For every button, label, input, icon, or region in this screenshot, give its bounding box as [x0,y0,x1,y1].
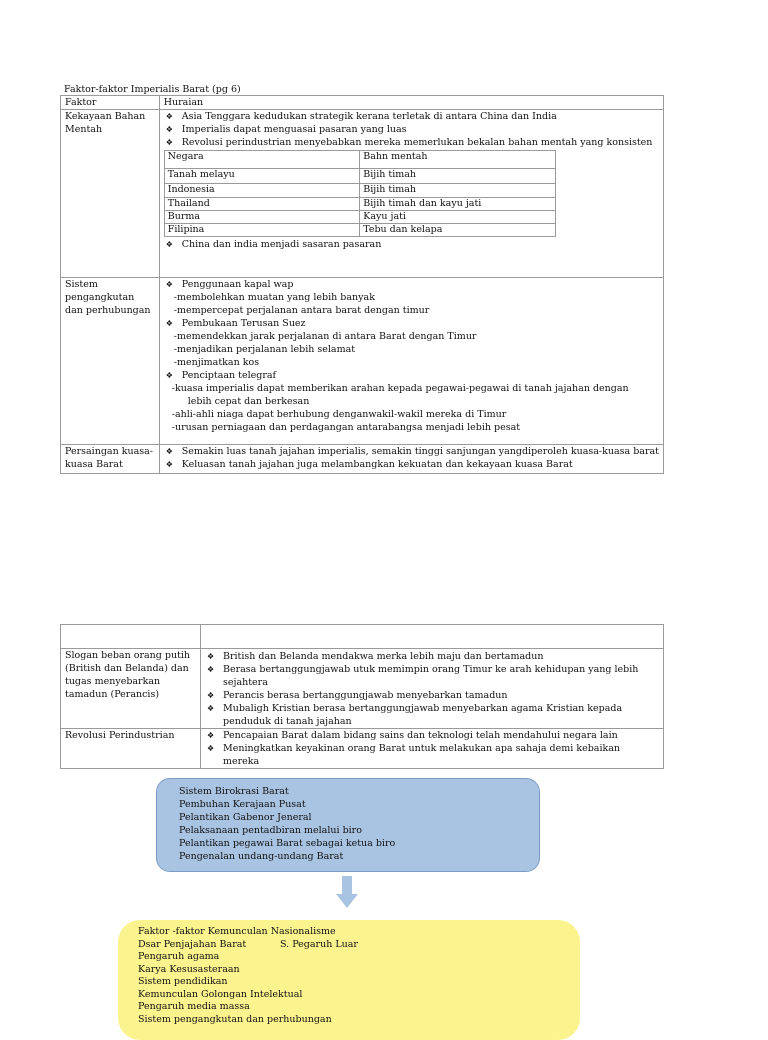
bullet-item: ❖ Revolusi perindustrian menyebabkan mereka memerlukan bekalan bahan mentah yang konsisten [164,136,659,149]
inner-cell-negara: Indonesia [164,184,360,198]
inner-cell-bahan: Bijih timah [360,184,556,198]
birokrasi-line: Pembuhan Kerajaan Pusat [179,799,306,810]
inner-cell-negara: Tanah melayu [164,169,360,184]
nasionalisme-title: Faktor -faktor Kemunculan Nasionalisme [138,926,336,937]
nasionalisme-item: Kemunculan Golongan Intelektual [138,988,303,1000]
birokrasi-box [156,778,540,872]
sub-item: -kuasa imperialis dapat memberikan arahan kepada pegawai-pegawai di tanah jajahan dengan [171,383,629,394]
inner-row [164,211,555,224]
bullet-item: ❖ Keluasan tanah jajahan juga melambangkan kekuatan dan kekayaan kuasa Barat [164,458,659,471]
header-faktor: Faktor [61,96,160,110]
nasionalisme-box [118,920,580,1040]
inner-cell-negara: Burma [164,211,360,224]
birokrasi-line: Pelantikan Gabenor Jeneral [179,812,312,823]
sub-item: -urusan perniagaan dan perdagangan antarabangsa menjadi lebih pesat [171,422,521,433]
huraian-persaingan [159,445,663,474]
bullet-item: ❖ Pencapaian Barat dalam bidang sains dan teknologi telah mendahului negara lain [205,729,659,742]
bullet-item: ❖ Berasa bertanggungjawab utuk memimpin orang Timur ke arah kehidupan yang lebih sejahtera [205,663,659,689]
bullet-item: ❖ Semakin luas tanah jajahan imperialis, semakin tinggi sanjungan yangdiperoleh kuasa-kuasa barat [164,445,659,458]
table-header-row [61,96,664,110]
birokrasi-line: Sistem Birokrasi Barat [179,786,289,797]
bullet-item: ❖ Perancis berasa bertanggungjawab menyebarkan tamadun [205,689,659,702]
inner-cell-bahan: Kayu jati [360,211,556,224]
faktor-revolusi: Revolusi Perindustrian [61,729,201,769]
nasionalisme-item: Karya Kesusasteraan [138,963,240,975]
bullet-item: ❖ Penciptaan telegraf [164,369,659,382]
inner-row [164,169,555,184]
faktor-pengangkutan: Sistem pengangkutan dan perhubungan [61,278,160,445]
inner-cell-bahan: Tebu dan kelapa [360,224,556,237]
raw-materials-table [164,150,556,237]
bullet-item: ❖ Imperialis dapat menguasai pasaran yang luas [164,123,659,136]
down-arrow-icon [336,876,358,908]
inner-row [164,224,555,237]
sub-item: -menjadikan perjalanan lebih selamat [173,344,356,355]
table-row-persaingan [61,445,664,474]
huraian-kekayaan [159,110,663,278]
birokrasi-line: Pengenalan undang-undang Barat [179,851,344,862]
nasionalisme-item: Pengaruh media massa [138,1001,250,1012]
inner-cell-bahan: Bijih timah [360,169,556,184]
inner-header-negara: Negara [164,151,360,169]
birokrasi-line: Pelantikan pegawai Barat sebagai ketua biro [179,838,396,849]
nasionalisme-line-right: S. Pegaruh Luar [280,938,358,950]
empty-cell [201,625,664,649]
empty-header-row [61,625,664,649]
table-row-kekayaan [61,110,664,278]
imperialism-factors-table-continued [60,624,664,769]
bullet-item: ❖ Meningkatkan keyakinan orang Barat untuk melakukan apa sahaja demi kebaikan mereka [205,742,659,768]
empty-cell [61,625,201,649]
table-row-revolusi [61,729,664,769]
document-caption: Faktor-faktor Imperialis Barat (pg 6) [64,84,241,95]
bullet-item: ❖ China dan india menjadi sasaran pasaran [164,238,659,251]
table-row-pengangkutan [61,278,664,445]
sub-item: -mempercepat perjalanan antara barat dengan timur [173,305,430,316]
sub-item: lebih cepat dan berkesan [187,396,310,407]
huraian-pengangkutan [159,278,663,445]
nasionalisme-item: Pengaruh agama [138,951,220,962]
inner-row [164,198,555,211]
huraian-revolusi [201,729,664,769]
huraian-slogan [201,649,664,729]
sub-item: -ahli-ahli niaga dapat berhubung denganwakil-wakil mereka di Timur [171,409,507,420]
nasionalisme-line-left: Dsar Penjajahan Barat [138,938,247,950]
inner-row [164,184,555,198]
sub-item: -menjimatkan kos [173,357,260,368]
inner-header-row [164,151,555,169]
inner-cell-negara: Filipina [164,224,360,237]
bullet-item: ❖ British dan Belanda mendakwa merka lebih maju dan bertamadun [205,650,659,663]
nasionalisme-item: Sistem pengangkutan dan perhubungan [138,1013,332,1025]
bullet-item: ❖ Mubaligh Kristian berasa bertanggungjawab menyebarkan agama Kristian kepada penduduk di tanah jajahan [205,702,659,728]
sub-item: -memendekkan jarak perjalanan di antara Barat dengan Timur [173,331,477,342]
inner-cell-bahan: Bijih timah dan kayu jati [360,198,556,211]
imperialism-factors-table [60,95,664,474]
bullet-item: ❖ Asia Tenggara kedudukan strategik kerana terletak di antara China dan India [164,110,659,123]
nasionalisme-line [138,939,580,952]
birokrasi-line: Pelaksanaan pentadbiran melalui biro [179,825,362,836]
faktor-slogan: Slogan beban orang putih (British dan Belanda) dan tugas menyebarkan tamadun (Perancis) [61,649,201,729]
faktor-kekayaan: Kekayaan Bahan Mentah [61,110,160,278]
nasionalisme-item: Sistem pendidikan [138,976,228,987]
faktor-persaingan: Persaingan kuasa-kuasa Barat [61,445,160,474]
bullet-item: ❖ Pembukaan Terusan Suez [164,317,659,330]
inner-cell-negara: Thailand [164,198,360,211]
header-huraian: Huraian [159,96,663,110]
inner-header-bahan: Bahn mentah [360,151,556,169]
table-row-slogan [61,649,664,729]
sub-item: -membolehkan muatan yang lebih banyak [173,292,375,303]
bullet-item: ❖ Penggunaan kapal wap [164,278,659,291]
